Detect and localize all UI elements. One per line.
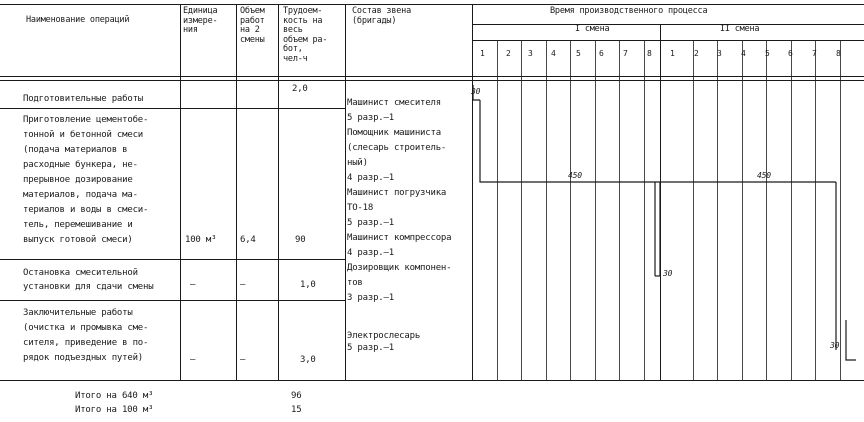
hour-s1-5: 5 [576, 49, 581, 58]
row-final-name: Заключительные работы (очистка и промывка сме- сителя, приведение в по- рядок подъездных путей) [23, 308, 149, 363]
hour-s1-1: 1 [480, 49, 485, 58]
total-label-640: Итого на 640 м³ [75, 391, 154, 401]
header-time-process: Время производственного процесса [550, 6, 708, 16]
row-final-unit: – [190, 355, 196, 365]
crew-composition: Машинист смесителя 5 разр.–1 Помощник машиниста (слесарь строитель- ный) 4 разр.–1 Машинист погрузчика ТО-18 5 разр.–1 Машинист компрессора 4 разр.–1 Дозировщик компонен- тов 3 разр.–1 [347, 98, 452, 303]
row-mix-name: Приготовление цементобе- тонной и бетонной смеси (подача материалов в расходные бункера, не- прерывное дозирование материалов, подача ма- териалов и воды в смеси- тель, перемешивание и выпуск готовой смеси) [23, 115, 149, 245]
row-stop-unit: – [190, 280, 196, 290]
row-prep-labor: 2,0 [292, 84, 308, 94]
row-stop-volume: – [240, 280, 246, 290]
hour-s2-8: 8 [836, 49, 841, 58]
crew-composition-2: Электрослесарь 5 разр.–1 [347, 331, 421, 353]
gantt-label-final: 30 [830, 341, 840, 350]
row-prep-name: Подготовительные работы [23, 94, 144, 104]
hour-s1-2: 2 [506, 49, 511, 58]
hour-s1-3: 3 [528, 49, 533, 58]
hour-s2-6: 6 [788, 49, 793, 58]
total-value-640: 96 [291, 391, 302, 401]
header-labor: Трудоем- кость на весь объем ра- бот, чел-ч [283, 6, 328, 64]
header-unit: Единица измере- ния [183, 6, 218, 35]
total-label-100: Итого на 100 м³ [75, 405, 154, 415]
hour-s2-5: 5 [765, 49, 770, 58]
header-op-name: Наименование операций [26, 15, 130, 25]
row-stop-labor: 1,0 [300, 280, 316, 290]
hour-s2-3: 3 [717, 49, 722, 58]
row-mix-unit: 100 м³ [185, 235, 217, 245]
gantt-label-shift2: 450 [757, 171, 771, 180]
row-final-volume: – [240, 355, 246, 365]
gantt-label-shift1: 450 [568, 171, 582, 180]
gantt-label-prep: 30 [471, 87, 481, 96]
total-value-100: 15 [291, 405, 302, 415]
header-shift-1: I смена [575, 24, 610, 34]
row-stop-name: Остановка смесительной установки для сдачи смены [23, 268, 154, 292]
hour-s2-1: 1 [670, 49, 675, 58]
row-mix-volume: 6,4 [240, 235, 256, 245]
header-shift-2: II смена [720, 24, 760, 34]
hour-s2-2: 2 [694, 49, 699, 58]
hour-s1-6: 6 [599, 49, 604, 58]
hour-s2-7: 7 [812, 49, 817, 58]
header-volume: Объем работ на 2 смены [240, 6, 265, 45]
gantt-label-stop: 30 [663, 269, 673, 278]
header-crew: Состав звена (бригады) [352, 6, 412, 26]
hour-s1-4: 4 [551, 49, 556, 58]
hour-s1-8: 8 [647, 49, 652, 58]
hour-s1-7: 7 [623, 49, 628, 58]
row-mix-labor: 90 [295, 235, 306, 245]
row-final-labor: 3,0 [300, 355, 316, 365]
hour-s2-4: 4 [741, 49, 746, 58]
